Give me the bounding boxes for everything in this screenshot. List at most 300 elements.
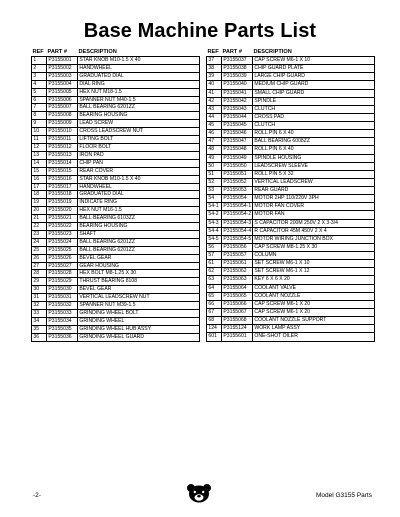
part-number-cell: P3155046 [222,130,253,138]
ref-cell: 17 [32,183,47,191]
part-number-cell: P3155017 [47,183,78,191]
table-row [32,230,200,238]
description-cell: COOLANT VALVE [253,284,375,292]
description-cell: HEX NUT M16-1.5 [78,207,200,215]
ref-cell: 30 [32,286,47,294]
part-number-cell: P3155026 [47,254,78,262]
part-number-cell: P3155601 [222,333,253,341]
description-cell: LARGE CHIP GUARD [253,73,375,81]
description-cell: IRON PAD [78,151,200,159]
table-row [207,154,375,162]
table-row [207,243,375,251]
part-number-cell: P3155021 [47,215,78,223]
table-row [32,128,200,136]
ref-cell: 49 [207,154,222,162]
description-cell: COLUMN [253,252,375,260]
part-number-cell: P3155062 [222,268,253,276]
part-number-cell: P3155049 [222,154,253,162]
description-cell: ROLL PIN 6 X 40 [253,130,375,138]
description-cell: HEX BOLT M8-1.25 X 30 [78,270,200,278]
ref-cell: 54-4 [207,227,222,235]
table-row [32,64,200,72]
part-number-cell: P3155054-2 [223,211,252,218]
ref-cell: 25 [32,246,47,254]
description-cell: BEARING HOUSING [78,223,200,231]
ref-cell: 2 [32,64,47,72]
table-row [207,187,375,195]
part-number-cell: P3155006 [47,96,78,104]
ref-cell: 27 [32,262,47,270]
ref-cell: 36 [32,333,47,341]
ref-cell: 35 [32,325,47,333]
part-number-cell: P3155025 [47,246,78,254]
description-cell: SPANNER NUT M40-1.5 [78,96,200,104]
description-cell: CLUTCH [253,122,375,130]
description-cell: ONE-SHOT OILER [253,333,375,341]
table-row [207,89,375,97]
description-cell: CAP SCREW M6-1 X 20 [253,308,375,316]
ref-cell: 66 [207,300,222,308]
table-row [32,294,200,302]
table-row [207,284,375,292]
part-number-cell: P3155018 [47,191,78,199]
ref-cell: 20 [32,207,47,215]
ref-cell: 39 [207,73,222,81]
description-cell: VERTICAL LEADSCREW NUT [78,294,200,302]
header-description: DESCRIPTION [78,49,117,56]
table-row [32,191,200,199]
description-cell: CAP SCREW M8-1.25 X 30 [253,243,375,251]
description-cell: MOTOR WIRING JUNCTION BOX [253,235,375,243]
description-cell: CHIP GUARD PLATE [253,65,375,73]
ref-cell: 56 [207,243,222,251]
page-title: Base Machine Parts List [83,20,317,42]
description-cell: BALL BEARING 6008ZZ [253,138,375,146]
table-row [32,317,200,325]
part-number-cell: P3155040 [222,81,253,89]
ref-cell: 22 [32,223,47,231]
header-part: PART # [222,49,242,56]
description-cell: MOTOR 2HP 110/220V 3PH [253,195,375,203]
model-label: Model G3155 Parts [315,492,372,499]
part-number-cell: P3155051 [222,170,253,178]
table-row [32,88,200,96]
description-cell: VERTICAL LEADSCREW [253,178,375,186]
table-row [32,254,200,262]
table-row [32,136,200,144]
table-row [32,120,200,128]
table-row [32,112,200,120]
ref-cell: 54-3 [207,219,222,227]
description-cell: BALL BEARING 6201ZZ [78,104,200,112]
part-number-cell: P3155014 [47,159,78,167]
ref-cell: 64 [207,284,222,292]
part-number-cell: P3155028 [47,270,78,278]
table-row [32,72,200,80]
table-row [32,183,200,191]
description-cell: GEAR HOUSING [78,262,200,270]
table-row [207,146,375,154]
table-row [32,104,200,112]
part-number-cell: P3155053 [222,187,253,195]
ref-cell: 51 [207,170,222,178]
description-cell: INDICATE RING [78,199,200,207]
table-row [207,211,375,219]
part-number-cell: P3155008 [47,112,78,120]
table-row [32,167,200,175]
table-row [207,162,375,170]
ref-cell: 50 [207,162,222,170]
table-row [32,96,200,104]
part-number-cell: P3155056 [222,243,253,251]
part-number-cell: P3155045 [222,122,253,130]
description-cell: DIAL RING [78,80,200,88]
table-row [207,292,375,300]
description-cell: THRUST BEARING 8108 [78,278,200,286]
ref-cell: 4 [32,80,47,88]
description-cell: BALL BEARING 6103ZZ [78,215,200,223]
part-number-cell: P3155005 [47,88,78,96]
parts-tables [31,48,375,342]
table-row [207,317,375,325]
description-cell: MOTOR FAN [253,211,375,219]
ref-cell: 38 [207,65,222,73]
part-number-cell: P3155066 [222,300,253,308]
part-number-cell: P3155038 [222,65,253,73]
ref-cell: 63 [207,276,222,284]
part-number-cell: P3155043 [222,105,253,113]
table-row [207,138,375,146]
description-cell: REAR COVER [78,167,200,175]
description-cell: LEAD SCREW [78,120,200,128]
description-cell: KEY 6 X 6 X 20 [253,276,375,284]
ref-cell: 42 [207,97,222,105]
ref-cell: 21 [32,215,47,223]
part-number-cell: P3155003 [47,72,78,80]
part-number-cell: P3155010 [47,128,78,136]
ref-cell: 16 [32,175,47,183]
ref-cell: 8 [32,112,47,120]
part-number-cell: P3155054-5 [223,235,252,242]
description-cell: R CAPACITOR 45M 450V 2 X 4 [253,227,375,235]
table-row [207,81,375,89]
table-row [207,333,375,341]
part-number-cell: P3155033 [47,310,78,318]
header-description: DESCRIPTION [253,49,292,56]
description-cell: SPINDLE HOUSING [253,154,375,162]
bear-head-icon [186,483,212,503]
part-number-cell: P3155041 [222,89,253,97]
part-number-cell: P3155034 [47,317,78,325]
part-number-cell: P3155024 [47,238,78,246]
page-number: -2- [33,492,41,499]
ref-cell: 54-1 [207,203,222,211]
part-number-cell: P3155027 [47,262,78,270]
table-row [207,227,375,235]
description-cell: LEADSCREW SLEEVE [253,162,375,170]
table-row [207,170,375,178]
part-number-cell: P3155124 [222,325,253,333]
ref-cell: 54-5 [207,235,222,243]
description-cell: GRINDING WHEEL BOLT [78,310,200,318]
table-row [32,246,200,254]
part-number-cell: P3155036 [47,333,78,341]
part-number-cell: P3155013 [47,151,78,159]
ref-cell: 31 [32,294,47,302]
table-row [32,278,200,286]
part-number-cell: P3155068 [222,317,253,325]
part-number-cell: P3155042 [222,97,253,105]
parts-table-left-body [32,57,200,342]
table-row [207,260,375,268]
part-number-cell: P3155011 [47,136,78,144]
part-number-cell: P3155019 [47,199,78,207]
description-cell: GRADUATED DIAL [78,191,200,199]
ref-cell: 6 [32,96,47,104]
ref-cell: 65 [207,292,222,300]
ref-cell: 23 [32,230,47,238]
table-row [32,333,200,341]
part-number-cell: P3155064 [222,284,253,292]
description-cell: SMALL CHIP GUARD [253,89,375,97]
description-cell: STAR KNOB M10-1.5 X 40 [78,57,200,65]
ref-cell: 54 [207,195,222,203]
part-number-cell: P3155039 [222,73,253,81]
part-number-cell: P3155023 [47,230,78,238]
description-cell: CAP SCREW M6-1 X 10 [253,57,375,65]
part-number-cell: P3155054 [222,195,253,203]
parts-table-left [31,48,200,342]
table-row [32,310,200,318]
ref-cell: 18 [32,191,47,199]
ref-cell: 61 [207,260,222,268]
description-cell: CHIP PAN [78,159,200,167]
part-number-cell: P3155001 [47,57,78,65]
ref-cell: 37 [207,57,222,65]
description-cell: GRINDING WHEEL GUARD [78,333,200,341]
table-row [32,302,200,310]
part-number-cell: P3155054-1 [223,203,252,210]
table-row [32,151,200,159]
table-row [207,235,375,243]
description-cell: SPANNER NUT M39-1.5 [78,302,200,310]
table-row [207,252,375,260]
ref-cell: 44 [207,113,222,121]
table-row [32,80,200,88]
table-row [207,57,375,65]
description-cell: CLUTCH [253,105,375,113]
ref-cell: 62 [207,268,222,276]
part-number-cell: P3155044 [222,113,253,121]
part-number-cell: P3155031 [47,294,78,302]
part-number-cell: P3155035 [47,325,78,333]
description-cell: CROSS LEADSCREW NUT [78,128,200,136]
table-row [207,105,375,113]
ref-cell: 12 [32,143,47,151]
ref-cell: 57 [207,252,222,260]
ref-cell: 45 [207,122,222,130]
table-row [207,178,375,186]
table-row [207,73,375,81]
ref-cell: 5 [32,88,47,96]
ref-cell: 47 [207,138,222,146]
part-number-cell: P3155061 [222,260,253,268]
part-number-cell: P3155063 [222,276,253,284]
ref-cell: 11 [32,136,47,144]
table-row [32,57,200,65]
part-number-cell: P3155048 [222,146,253,154]
table-row [32,262,200,270]
part-number-cell: P3155016 [47,175,78,183]
part-number-cell: P3155047 [222,138,253,146]
part-number-cell: P3155050 [222,162,253,170]
description-cell: SHAFT [78,230,200,238]
ref-cell: 43 [207,105,222,113]
ref-cell: 14 [32,159,47,167]
ref-cell: 24 [32,238,47,246]
ref-cell: 124 [207,325,222,333]
parts-table-right-body [207,57,375,342]
parts-table-right [206,48,375,342]
part-number-cell: P3155030 [47,286,78,294]
table-row [207,276,375,284]
description-cell: BEVEL GEAR [78,254,200,262]
ref-cell: 68 [207,317,222,325]
table-row [207,113,375,121]
description-cell: WORK LAMP ASSY [253,325,375,333]
ref-cell: 19 [32,199,47,207]
part-number-cell: P3155012 [47,143,78,151]
description-cell: BEARING HOUSING [78,112,200,120]
ref-cell: 15 [32,167,47,175]
ref-cell: 3 [32,72,47,80]
table-row [207,308,375,316]
ref-cell: 33 [32,310,47,318]
description-cell: GRINDING WHEEL HUB ASSY [78,325,200,333]
table-row [32,159,200,167]
description-cell: HANDWHEEL [78,64,200,72]
part-number-cell: P3155002 [47,64,78,72]
table-row [207,219,375,227]
table-row [32,286,200,294]
table-header-row [32,48,200,57]
table-header-row [207,48,375,57]
table-row [32,143,200,151]
table-row [207,195,375,203]
part-number-cell: P3155057 [222,252,253,260]
header-ref: REF [32,49,44,56]
description-cell: COOLANT NOZZLE SUPPORT [253,317,375,325]
description-cell: MEDIUM CHIP GUARD [253,81,375,89]
ref-cell: 53 [207,187,222,195]
part-number-cell: P3155020 [47,207,78,215]
part-number-cell: P3155037 [222,57,253,65]
table-row [207,300,375,308]
ref-cell: 67 [207,308,222,316]
description-cell: S CAPACITOR 200M 250V 2 X 3-3/4 [253,219,375,227]
table-row [32,175,200,183]
header-part: PART # [47,49,67,56]
ref-cell: 10 [32,128,47,136]
part-number-cell: P3155009 [47,120,78,128]
description-cell: GRINDING WHEEL [78,317,200,325]
part-number-cell: P3155067 [222,308,253,316]
table-row [32,325,200,333]
table-row [32,238,200,246]
ref-cell: 29 [32,278,47,286]
table-row [32,215,200,223]
description-cell: CROSS PAD [253,113,375,121]
ref-cell: 48 [207,146,222,154]
ref-cell: 32 [32,302,47,310]
description-cell: CAP SCREW M6-1 X 20 [253,300,375,308]
description-cell: BEVEL GEAR [78,286,200,294]
description-cell: GRADUATED DIAL [78,72,200,80]
ref-cell: 1 [32,57,47,65]
description-cell: MOTOR FAN COVER [253,203,375,211]
description-cell: STAR KNOB M10-1.5 X 40 [78,175,200,183]
part-number-cell: P3155032 [47,302,78,310]
part-number-cell: P3155054-4 [223,227,252,234]
part-number-cell: P3155054-3 [223,219,252,226]
description-cell: HEX NUT M18-1.5 [78,88,200,96]
ref-cell: 13 [32,151,47,159]
table-row [207,65,375,73]
table-row [207,325,375,333]
table-row [207,97,375,105]
ref-cell: 28 [32,270,47,278]
ref-cell: 54-2 [207,211,222,219]
description-cell: SET SCREW M6-1 X 10 [253,260,375,268]
part-number-cell: P3155052 [222,178,253,186]
description-cell: REAR GUARD [253,187,375,195]
ref-cell: 9 [32,120,47,128]
table-row [207,122,375,130]
ref-cell: 40 [207,81,222,89]
description-cell: ROLL PIN 6 X 40 [253,146,375,154]
table-row [32,199,200,207]
part-number-cell: P3155007 [47,104,78,112]
table-row [207,268,375,276]
ref-cell: 26 [32,254,47,262]
ref-cell: 41 [207,89,222,97]
description-cell: COOLANT NOZZLE [253,292,375,300]
part-number-cell: P3155029 [47,278,78,286]
description-cell: BALL BEARING 6201ZZ [78,246,200,254]
description-cell: BALL BEARING 6201ZZ [78,238,200,246]
part-number-cell: P3155015 [47,167,78,175]
description-cell: SPINDLE [253,97,375,105]
table-row [207,203,375,211]
description-cell: LIFTING BOLT [78,136,200,144]
description-cell: FLOOR BOLT [78,143,200,151]
description-cell: SET SCREW M6-1 X 12 [253,268,375,276]
table-row [32,223,200,231]
ref-cell: 52 [207,178,222,186]
table-row [207,130,375,138]
description-cell: ROLL PIN 5 X 32 [253,170,375,178]
ref-cell: 7 [32,104,47,112]
ref-cell: 34 [32,317,47,325]
table-row [32,207,200,215]
description-cell: HANDWHEEL [78,183,200,191]
part-number-cell: P3155065 [222,292,253,300]
ref-cell: 601 [207,333,222,341]
header-ref: REF [207,49,219,56]
ref-cell: 46 [207,130,222,138]
table-row [32,270,200,278]
part-number-cell: P3155022 [47,223,78,231]
